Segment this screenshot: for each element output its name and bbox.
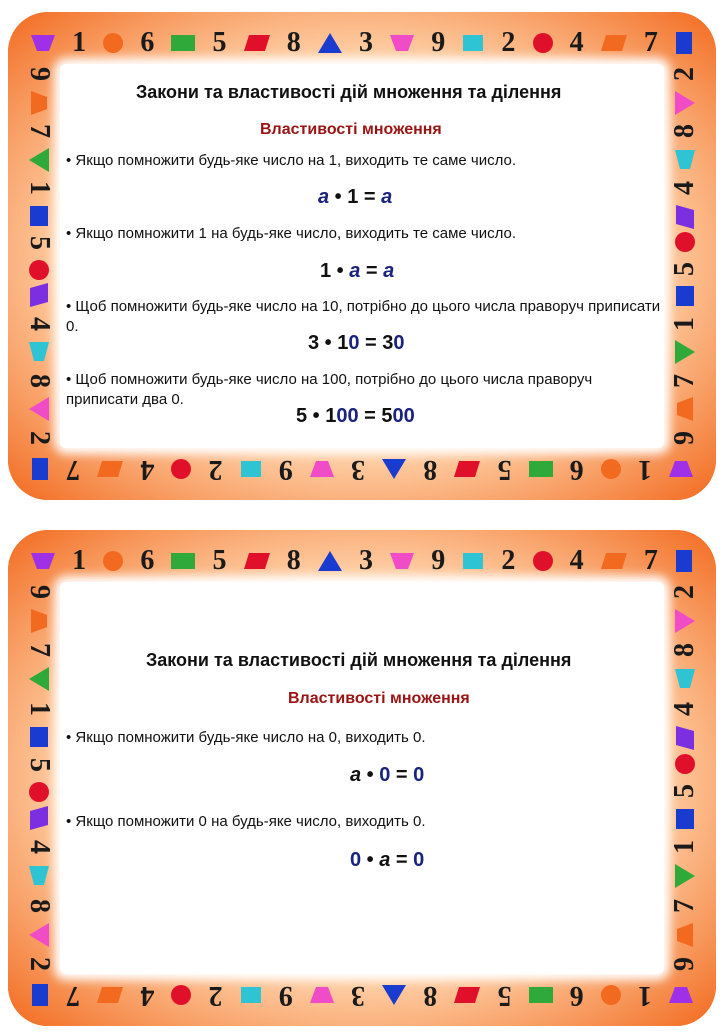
triangle-shape-icon [381,984,407,1006]
parallelogram-shape-icon [96,985,124,1005]
rectangle-shape-icon [528,459,554,479]
formula-part: = [390,849,414,871]
border-digit: 2 [501,27,516,58]
square-shape-icon [461,33,485,53]
border-digit: 5 [24,757,55,772]
trapezoid-shape-icon [28,863,50,889]
border-digit: 9 [24,67,55,81]
border-digit: 5 [669,261,700,276]
parallelogram-shape-icon [28,282,50,308]
formula-part: 5 • 1 [296,405,337,427]
formula-variable: a [350,764,362,786]
border-digit: 5 [212,27,227,58]
parallelogram-shape-icon [243,551,271,571]
trapezoid-shape-icon [674,666,696,692]
square-shape-icon [461,551,485,571]
border-digit: 2 [501,545,516,576]
border-digit: 9 [278,454,293,485]
rule-card-top [8,12,716,500]
circle-shape-icon [28,781,50,803]
rule-text: • Якщо помножити будь-яке число на 0, виходить 0. [66,729,426,746]
border-digit: 5 [212,545,227,576]
border-digit: 4 [24,316,55,331]
parallelogram-shape-icon [600,551,628,571]
square-shape-icon [28,725,50,749]
border-digit: 8 [669,643,700,658]
rectangle-shape-icon [528,985,554,1005]
circle-shape-icon [170,458,192,480]
triangle-shape-icon [674,863,696,889]
rule-formula [308,332,405,355]
rule-formula [350,764,424,787]
trapezoid-shape-icon [28,339,50,365]
trapezoid-shape-icon [30,32,56,54]
formula-highlight: 0 [413,849,425,871]
formula-highlight: 0 [379,764,391,786]
border-digit: 2 [24,430,55,445]
border-digit: 7 [669,373,700,388]
border-digit: 6 [569,980,584,1011]
border-digit: 1 [72,27,87,58]
border-digit: 7 [669,898,700,913]
trapezoid-shape-icon [674,922,696,948]
rule-text: • Якщо помножити 1 на будь-яке число, виходить те саме число. [66,225,517,242]
parallelogram-shape-icon [674,204,696,230]
trapezoid-shape-icon [389,32,415,54]
border-digit: 3 [351,980,366,1011]
trapezoid-shape-icon [30,550,56,572]
border-digit: 9 [669,956,700,971]
triangle-shape-icon [28,396,50,422]
border-right [668,60,702,452]
rectangle-shape-icon [170,551,196,571]
triangle-shape-icon [674,608,696,634]
formula-part: • 1 = [329,186,382,208]
parallelogram-shape-icon [243,33,271,53]
circle-shape-icon [674,753,696,775]
triangle-shape-icon [674,339,696,365]
formula-variable: a [318,186,330,208]
trapezoid-shape-icon [309,458,335,480]
border-digit: 8 [669,124,700,139]
trapezoid-shape-icon [668,984,694,1006]
triangle-shape-icon [28,922,50,948]
border-digit: 7 [24,124,55,139]
border-digit: 1 [669,840,700,855]
border-left [22,60,56,452]
square-shape-icon [28,204,50,228]
triangle-shape-icon [381,458,407,480]
circle-shape-icon [600,984,622,1006]
border-digit: 8 [24,898,55,913]
formula-variable: a [381,186,393,208]
border-digit: 8 [286,545,301,576]
border-digit: 7 [24,643,55,658]
circle-shape-icon [674,231,696,253]
circle-shape-icon [102,32,124,54]
border-digit: 8 [24,373,55,388]
rectangle-shape-icon [170,33,196,53]
border-digit: 6 [140,545,155,576]
formula-part: 1 • [320,260,350,282]
circle-shape-icon [600,458,622,480]
parallelogram-shape-icon [674,725,696,751]
rule-formula [318,186,392,209]
border-right [668,578,702,978]
parallelogram-shape-icon [600,33,628,53]
border-digit: 8 [423,454,438,485]
formula-highlight: 0 [413,764,425,786]
border-digit: 8 [423,980,438,1011]
formula-variable: a [383,260,395,282]
rule-text: • Якщо помножити будь-яке число на 1, виходить те саме число. [66,152,517,169]
border-digit: 1 [637,980,652,1011]
border-left [22,578,56,978]
border-digit: 6 [569,454,584,485]
rule-formula [296,405,415,428]
border-digit: 4 [24,840,55,855]
circle-shape-icon [532,32,554,54]
square-shape-icon [30,982,50,1008]
border-digit: 7 [643,545,658,576]
border-digit: 5 [669,783,700,798]
border-digit: 4 [140,454,155,485]
square-shape-icon [674,284,696,308]
border-digit: 9 [278,980,293,1011]
circle-shape-icon [170,984,192,1006]
border-digit: 4 [669,181,700,196]
border-top [30,26,694,60]
trapezoid-shape-icon [28,90,50,116]
card-subtitle: Властивості множення [260,121,442,138]
formula-highlight: 00 [392,405,415,427]
border-digit: 3 [358,27,373,58]
border-digit: 1 [24,181,55,196]
formula-highlight: 0 [393,332,405,354]
circle-shape-icon [102,550,124,572]
parallelogram-shape-icon [28,805,50,831]
square-shape-icon [674,30,694,56]
square-shape-icon [239,459,263,479]
rule-formula [320,260,394,283]
border-digit: 4 [569,27,584,58]
trapezoid-shape-icon [674,396,696,422]
formula-highlight: 0 [348,332,360,354]
parallelogram-shape-icon [453,459,481,479]
rule-text: • Якщо помножити 0 на будь-яке число, виходить 0. [66,813,426,830]
border-bottom [30,452,694,486]
formula-part: = 5 [358,405,393,427]
triangle-shape-icon [28,666,50,692]
square-shape-icon [239,985,263,1005]
border-digit: 2 [208,980,223,1011]
parallelogram-shape-icon [96,459,124,479]
trapezoid-shape-icon [309,984,335,1006]
border-digit: 9 [669,430,700,445]
border-digit: 1 [637,454,652,485]
border-digit: 7 [66,980,81,1011]
rule-text: • Щоб помножити будь-яке число на 100, потрібно до цього числа праворуч приписати два 0. [66,371,593,408]
triangle-shape-icon [317,550,343,572]
border-digit: 2 [208,454,223,485]
border-digit: 9 [431,545,446,576]
formula-highlight: 0 [350,849,362,871]
trapezoid-shape-icon [668,458,694,480]
border-digit: 2 [24,956,55,971]
border-digit: 3 [358,545,373,576]
border-digit: 5 [497,454,512,485]
border-digit: 7 [66,454,81,485]
border-digit: 1 [72,545,87,576]
formula-variable: a [349,260,361,282]
square-shape-icon [674,548,694,574]
formula-part: = [390,764,414,786]
formula-part: = [360,260,384,282]
formula-part: = 3 [359,332,394,354]
border-digit: 9 [24,585,55,599]
border-bottom [30,978,694,1012]
trapezoid-shape-icon [389,550,415,572]
card-title: Закони та властивості дій множення та ділення [146,650,572,670]
border-top [30,544,694,578]
rule-text: • Щоб помножити будь-яке число на 10, потрібно до цього числа праворуч приписати 0. [66,298,661,335]
border-digit: 1 [24,701,55,716]
border-digit: 6 [140,27,155,58]
formula-variable: a [379,849,391,871]
triangle-shape-icon [28,147,50,173]
circle-shape-icon [28,259,50,281]
formula-part: • [361,849,380,871]
square-shape-icon [30,456,50,482]
border-digit: 7 [643,27,658,58]
trapezoid-shape-icon [28,608,50,634]
formula-part: • [361,764,380,786]
border-digit: 5 [497,980,512,1011]
card-content [60,64,664,448]
border-digit: 3 [351,454,366,485]
border-digit: 4 [140,980,155,1011]
circle-shape-icon [532,550,554,572]
border-digit: 8 [286,27,301,58]
border-digit: 4 [669,701,700,716]
formula-highlight: 00 [336,405,359,427]
border-digit: 4 [569,545,584,576]
card-content [60,582,664,974]
triangle-shape-icon [317,32,343,54]
parallelogram-shape-icon [453,985,481,1005]
border-digit: 2 [669,67,700,81]
formula-part: 3 • 1 [308,332,349,354]
rule-card-bottom [8,530,716,1026]
card-title: Закони та властивості дій множення та ділення [136,82,562,102]
border-digit: 2 [669,585,700,599]
rule-formula [350,849,424,872]
border-digit: 9 [431,27,446,58]
trapezoid-shape-icon [674,147,696,173]
border-digit: 5 [24,236,55,251]
triangle-shape-icon [674,90,696,116]
square-shape-icon [674,807,696,831]
card-subtitle: Властивості множення [288,690,470,707]
border-digit: 1 [669,316,700,331]
